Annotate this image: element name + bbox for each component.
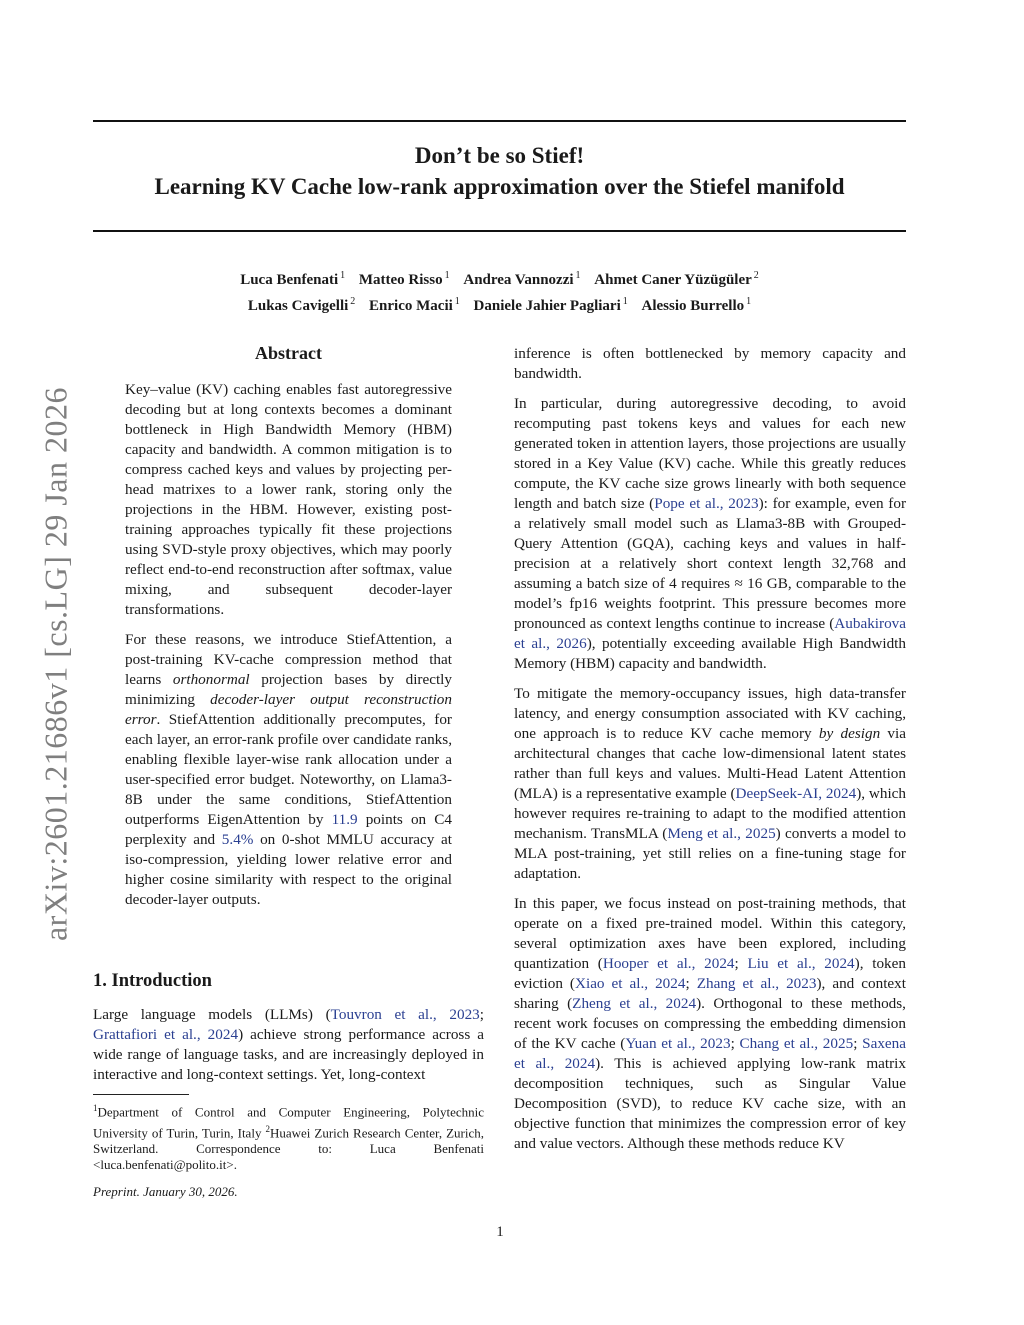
citation-link[interactable]: Grattafiori et al., 2024: [93, 1026, 239, 1043]
author: Daniele Jahier Pagliari $^1$: [473, 296, 628, 314]
author: Luca Benfenati $^1$: [240, 270, 346, 288]
arxiv-identifier: arXiv:2601.21686v1 [cs.LG] 29 Jan 2026: [37, 386, 74, 942]
citation-link[interactable]: Xiao et al., 2024: [575, 975, 686, 992]
preprint-notice: Preprint. January 30, 2026.: [93, 1184, 238, 1199]
citation-link[interactable]: Chang et al., 2025: [739, 1035, 854, 1052]
abstract-paragraph-1: Key–value (KV) caching enables fast autoregressive decoding but at long contexts becomes a dominant bottleneck in High Bandwidth Memory (HBM) capacity and bandwidth. A common mitigation is to compress cached keys and values by projecting per-head matrixes to a lower rank, storing only the projections in the HBM. However, existing post-training approaches typically fit these projections using SVD-style proxy objectives, which may poorly reflect end-to-end reconstruction after softmax, value mixing, and subsequent decoder-layer transformations.: [125, 381, 452, 618]
right-paragraph-2: To mitigate the memory-occupancy issues, high data-transfer latency, and energy consumption associated with KV caching, one approach is to reduce KV cache memory by design via architectural changes that cache low-dimensional latent states rather than full keys and values. Multi-Head Latent Attention (MLA) is a representative example (DeepSeek-AI, 2024), which however requires re-training to adapt to the modified attention mechanism. TransMLA (Meng et al., 2025) converts a model to MLA post-training, yet still relies on a fine-tuning stage for adaptation.: [514, 685, 907, 882]
introduction-heading: 1. Introduction: [93, 971, 212, 991]
citation-link[interactable]: Saxena et al., 2024: [514, 1035, 906, 1072]
abstract-section: [125, 342, 452, 920]
citation-link[interactable]: Zhang et al., 2023: [696, 975, 817, 992]
right-column: [514, 344, 906, 1164]
author: Alessio Burrello $^1$: [641, 296, 752, 314]
abstract-heading: Abstract: [255, 343, 322, 363]
title-bottom-rule: [93, 230, 906, 232]
intro-paragraph-1: Large language models (LLMs) (Touvron et al., 2023; Grattafiori et al., 2024) achieve strong performance across a wide range of language tasks, and are increasingly deployed in interactive and long-context settings. Yet, long-context: [93, 1006, 485, 1083]
citation-link[interactable]: Liu et al., 2024: [747, 955, 855, 972]
citation-link[interactable]: Yuan et al., 2023: [625, 1035, 731, 1052]
author: Lukas Cavigelli $^2$: [247, 296, 356, 314]
citation-link[interactable]: Meng et al., 2025: [667, 825, 776, 842]
right-paragraph-0: inference is often bottlenecked by memory capacity and bandwidth.: [514, 345, 906, 382]
author: Matteo Risso $^1$: [358, 270, 450, 288]
citation-link[interactable]: Hooper et al., 2024: [602, 955, 735, 972]
author-row-2: [93, 291, 906, 317]
author-list: [93, 265, 906, 317]
paper-title: [93, 140, 906, 202]
citation-link[interactable]: DeepSeek-AI, 2024: [735, 785, 857, 802]
author: Ahmet Caner Yüzügüler $^2$: [594, 270, 759, 288]
author: Andrea Vannozzi $^1$: [463, 270, 581, 288]
citation-link[interactable]: Aubakirova et al., 2026: [514, 615, 906, 652]
right-paragraph-1: In particular, during autoregressive decoding, to avoid recomputing past tokens keys and values for each new generated token in attention layers, those projections are usually stored in a Key Value (KV) cache. While this greatly reduces compute, the KV cache size grows linearly with both sequence length and batch size (Pope et al., 2023): for example, even for a relatively small model such as Llama3-8B with Grouped-Query Attention (GQA), caching keys and values in half-precision at a relatively short context length 32,768 and assuming a batch size of 4 requires ≈ 16 GB, comparable to the model’s fp16 weights footprint. This pressure becomes more pronounced as context lengths continue to increase (Aubakirova et al., 2026), potentially exceeding available High Bandwidth Memory (HBM) capacity and bandwidth.: [514, 395, 907, 672]
abstract-paragraph-2: For these reasons, we introduce StiefAttention, a post-training KV-cache compression method that learns orthonormal projection bases by directly minimizing decoder-layer output reconstruction error. StiefAttention additionally precomputes, for each layer, an error-rank profile over candidate ranks, enabling flexible layer-wise rank allocation under a user-specified error budget. Noteworthy, on Llama3-8B under the same conditions, StiefAttention outperforms EigenAttention by 11.9 points on C4 perplexity and 5.4% on 0-shot MMLU accuracy at iso-compression, yielding lower relative error and higher cosine similarity with respect to the original decoder-layer outputs.: [125, 631, 452, 908]
top-rule: [93, 120, 906, 122]
right-paragraph-3: In this paper, we focus instead on post-training methods, that operate on a fixed pre-trained model. Within this category, several optimization axes have been explored, including quantization (Hooper et al., 2024; Liu et al., 2024), token eviction (Xiao et al., 2024; Zhang et al., 2023), and context sharing (Zheng et al., 2024). Orthogonal to these methods, recent work focuses on compressing the embedding dimension of the KV cache (Yuan et al., 2023; Chang et al., 2025; Saxena et al., 2024). This is achieved applying low-rank matrix decomposition techniques, such as Singular Value Decomposition (SVD), to reduce KV cache size, with an objective function that minimizes the compression error of key and value vectors. Although these methods reduce KV: [514, 895, 906, 1152]
citation-link[interactable]: Touvron et al., 2023: [330, 1006, 480, 1023]
author: Enrico Macii $^1$: [369, 296, 460, 314]
title-line-2: Learning KV Cache low-rank approximation over the Stiefel manifold: [154, 174, 845, 199]
citation-link[interactable]: Zheng et al., 2024: [572, 995, 697, 1012]
introduction-section: [93, 969, 484, 1095]
author-row-1: [93, 265, 906, 291]
footnote-rule: [93, 1094, 189, 1095]
page-number: 1: [496, 1224, 504, 1240]
citation-link[interactable]: Pope et al., 2023: [654, 495, 759, 512]
affiliation-footnote: $^1$Department of Control and Computer Engineering, Polytechnic University of Turin, Turin, Italy $^2$Huawei Zurich Research Center, Zurich, Switzerland. Correspondence to: Luca Benfenati <luca.benfenati@polito.it>.: [93, 1103, 484, 1173]
title-line-1: Don’t be so Stief!: [414, 143, 585, 168]
